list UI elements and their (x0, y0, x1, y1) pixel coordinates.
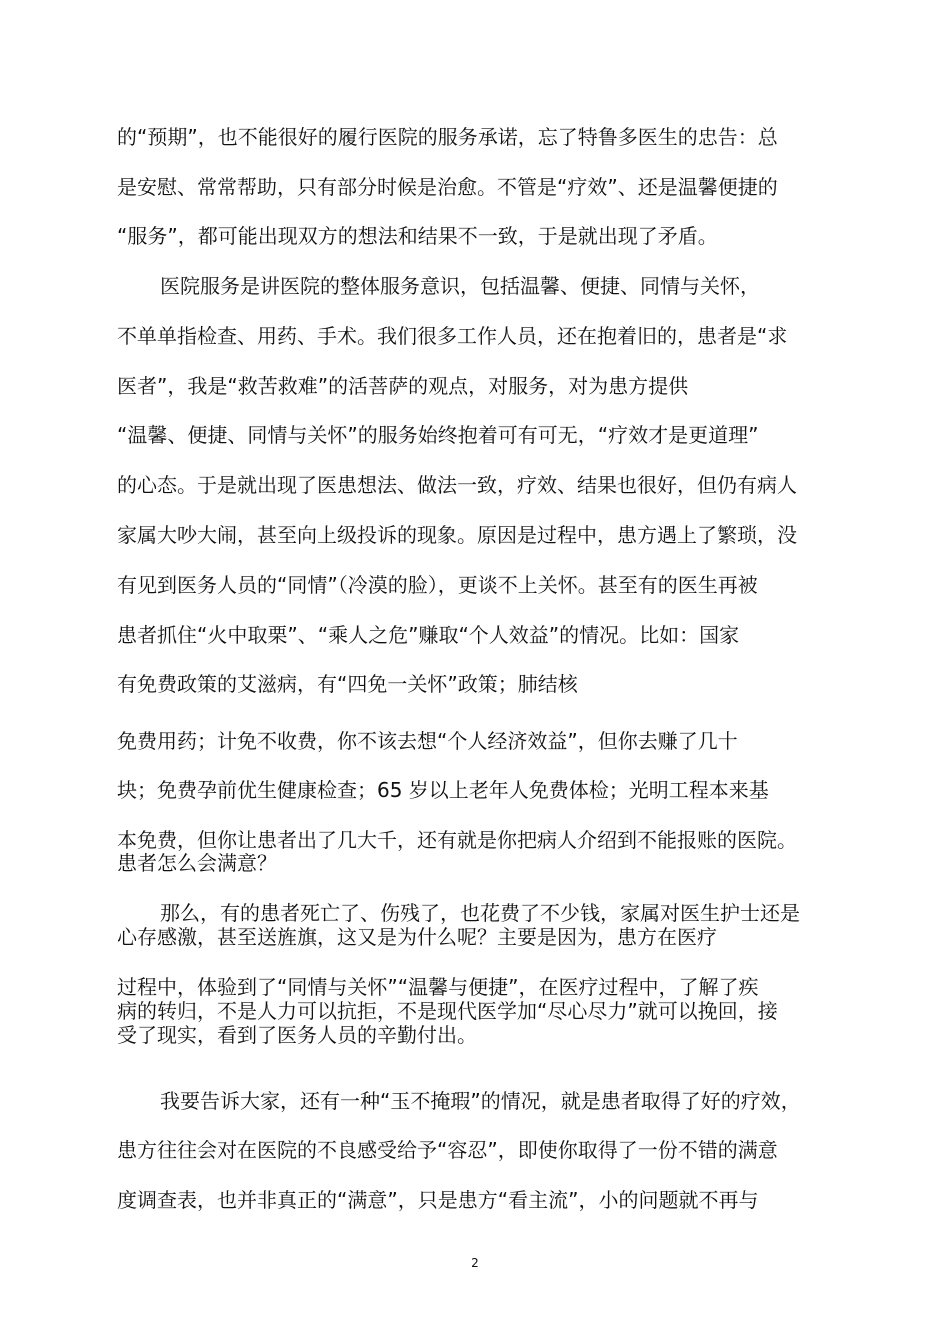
text-line: 受了现实，看到了医务人员的辛勤付出。 (117, 1023, 477, 1047)
text-line: 度调查表，也并非真正的“满意”，只是患方“看主流”，小的问题就不再与 (117, 1188, 759, 1212)
text-line: 患者怎么会满意？ (117, 851, 277, 875)
text-line: 病的转归，不是人力可以抗拒，不是现代医学加“尽心尽力”就可以挽回，接 (117, 999, 778, 1023)
text-line: 免费用药；计免不收费，你不该去想“个人经济效益”，但你去赚了几十 (117, 729, 738, 753)
text-line: 患方往往会对在医院的不良感受给予“容忍”，即使你取得了一份不错的满意 (117, 1138, 778, 1162)
text-line: 是安慰、常常帮助，只有部分时候是治愈。不管是“疗效”、还是温馨便捷的 (117, 175, 778, 199)
text-line: 的“预期”，也不能很好的履行医院的服务承诺，忘了特鲁多医生的忠告：总 (117, 125, 778, 149)
text-line: 家属大吵大闹，甚至向上级投诉的现象。原因是过程中，患方遇上了繁琐，没 (117, 523, 797, 547)
text-line: 的心态。于是就出现了医患想法、做法一致，疗效、结果也很好，但仍有病人 (117, 473, 797, 497)
text-line: 过程中，体验到了“同情与关怀”“温馨与便捷”，在医疗过程中，了解了疾 (117, 975, 759, 999)
text-line: 有免费政策的艾滋病，有“四免一关怀”政策；肺结核 (117, 672, 578, 696)
text-line: “温馨、便捷、同情与关怀”的服务始终抱着可有可无，“疗效才是更道理” (117, 423, 759, 447)
paragraph-first-line: 医院服务是讲医院的整体服务意识，包括温馨、便捷、同情与关怀， (160, 274, 760, 298)
text-line: “服务”，都可能出现双方的想法和结果不一致，于是就出现了矛盾。 (117, 224, 718, 248)
text-line: 有见到医务人员的“同情”（冷漠的脸），更谈不上关怀。甚至有的医生再被 (117, 573, 758, 597)
text-line: 不单单指检查、用药、手术。我们很多工作人员，还在抱着旧的，患者是“求 (117, 324, 788, 348)
text-line: 心存感激，甚至送旌旗，这又是为什么呢？主要是因为，患方在医疗 (117, 925, 717, 949)
text-line: 块；免费孕前优生健康检查；65 岁以上老年人免费体检；光明工程本来基 (117, 778, 769, 802)
text-line: 医者”，我是“救苦救难”的活菩萨的观点，对服务，对为患方提供 (117, 374, 689, 398)
page-number: 2 (471, 1256, 479, 1270)
text-line: 患者抓住“火中取栗”、“乘人之危”赚取“个人效益”的情况。比如：国家 (117, 623, 740, 647)
paragraph-first-line: 我要告诉大家，还有一种“玉不掩瑕”的情况，就是患者取得了好的疗效， (160, 1089, 801, 1113)
text-line: 本免费，但你让患者出了几大千，还有就是你把病人介绍到不能报账的医院。 (117, 828, 797, 852)
paragraph-first-line: 那么，有的患者死亡了、伤残了，也花费了不少钱，家属对医生护士还是 (160, 901, 800, 925)
